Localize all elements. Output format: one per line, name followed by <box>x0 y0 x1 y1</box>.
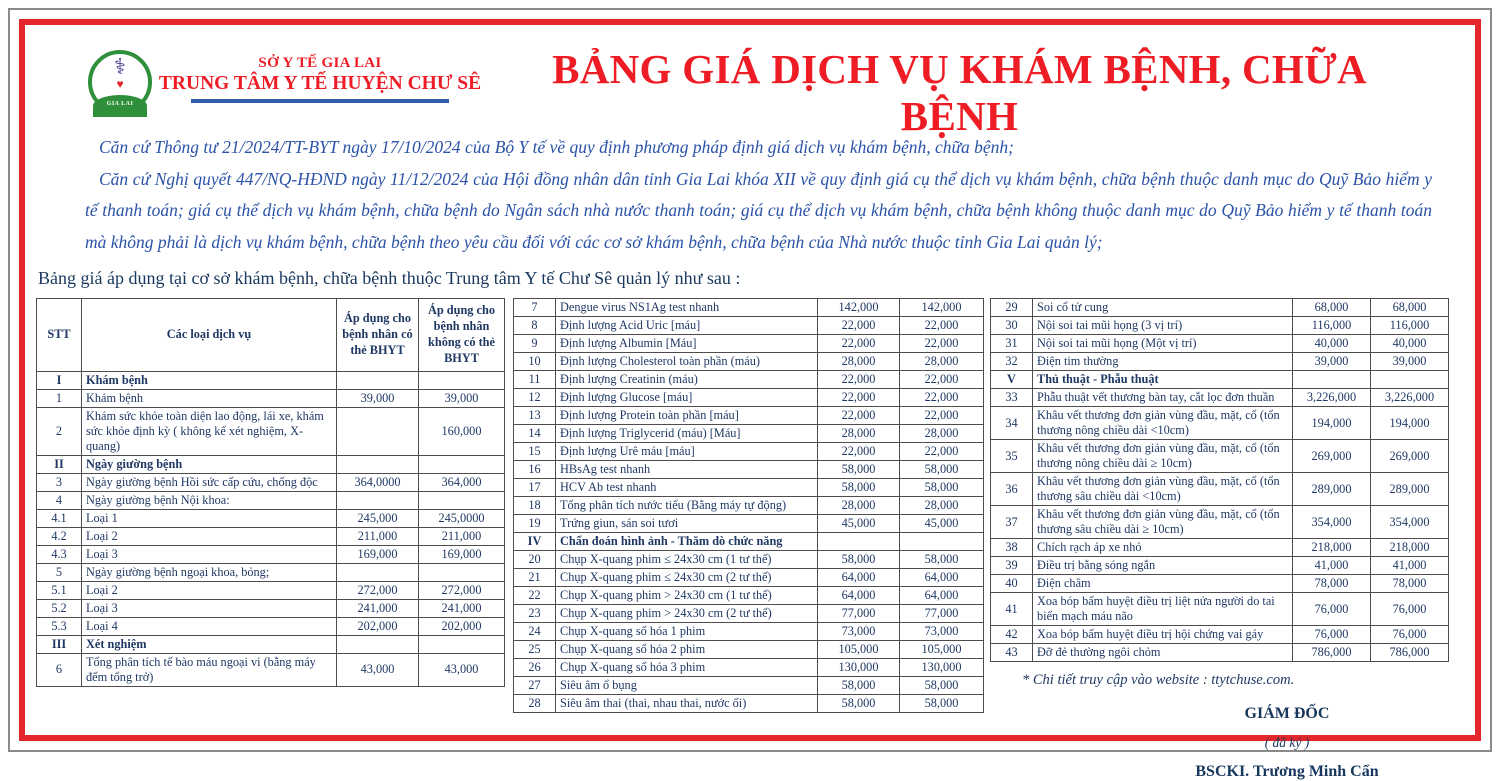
row-number: 10 <box>514 353 556 371</box>
service-row <box>514 479 984 497</box>
price-no-bhyt: 39,000 <box>419 389 505 407</box>
section-row <box>37 371 505 389</box>
price-no-bhyt: 354,000 <box>1371 506 1449 539</box>
service-name: Trứng giun, sán soi tươi <box>556 515 818 533</box>
service-name: Xét nghiệm <box>82 635 337 653</box>
service-name: Nội soi tai mũi họng (Một vị trí) <box>1033 335 1293 353</box>
service-row <box>991 644 1449 662</box>
legal-paragraph: Căn cứ Nghị quyết 447/NQ-HĐND ngày 11/12/2024 của Hội đồng nhân dân tỉnh Gia Lai khóa XII về quy định giá cụ thể dịch vụ khám bệnh, chữa bệnh thuộc danh mục do Quỹ Bảo hiểm y tế thanh toán; giá cụ thể dịch vụ khám bệnh, chữa bệnh do Ngân sách nhà nước thanh toán; giá cụ thể dịch vụ khám bệnh, chữa bệnh không thuộc danh mục do Quỹ Bảo hiểm y tế thanh toán mà không phải là dịch vụ khám bệnh, chữa bệnh theo yêu cầu đối với các cơ sở khám bệnh, chữa bệnh của Nhà nước thuộc tỉnh Gia Lai quản lý; <box>85 168 1432 252</box>
row-number: 39 <box>991 557 1033 575</box>
price-no-bhyt: 76,000 <box>1371 626 1449 644</box>
price-bhyt: 142,000 <box>818 299 900 317</box>
service-name: Điện châm <box>1033 575 1293 593</box>
price-bhyt: 28,000 <box>818 353 900 371</box>
price-no-bhyt: 43,000 <box>419 653 505 686</box>
price-bhyt: 22,000 <box>818 317 900 335</box>
price-no-bhyt: 58,000 <box>900 677 984 695</box>
col-header-no-bhyt: Áp dụng cho bệnh nhân không có thẻ BHYT <box>419 299 505 372</box>
row-number: 11 <box>514 371 556 389</box>
service-name: Ngày giường bệnh <box>82 455 337 473</box>
service-name: Siêu âm thai (thai, nhau thai, nước ối) <box>556 695 818 713</box>
row-number: 18 <box>514 497 556 515</box>
service-row <box>37 509 505 527</box>
row-number: 41 <box>991 593 1033 626</box>
service-name: Loại 3 <box>82 545 337 563</box>
price-bhyt: 116,000 <box>1293 317 1371 335</box>
price-bhyt: 130,000 <box>818 659 900 677</box>
service-name: Loại 1 <box>82 509 337 527</box>
price-table-middle <box>513 298 984 713</box>
price-bhyt: 28,000 <box>818 425 900 443</box>
section-row <box>514 533 984 551</box>
price-bhyt: 68,000 <box>1293 299 1371 317</box>
price-bhyt: 3,226,000 <box>1293 389 1371 407</box>
price-no-bhyt: 364,000 <box>419 473 505 491</box>
service-name: Chụp X-quang số hóa 1 phim <box>556 623 818 641</box>
price-bhyt: 22,000 <box>818 389 900 407</box>
price-bhyt: 64,000 <box>818 587 900 605</box>
price-no-bhyt: 22,000 <box>900 389 984 407</box>
service-name: Định lượng Protein toàn phần [máu] <box>556 407 818 425</box>
price-no-bhyt: 22,000 <box>900 443 984 461</box>
service-name: HCV Ab test nhanh <box>556 479 818 497</box>
row-number: 34 <box>991 407 1033 440</box>
service-name: Loại 3 <box>82 599 337 617</box>
row-number: 2 <box>37 407 82 455</box>
org-name-block <box>150 55 490 103</box>
row-number: 23 <box>514 605 556 623</box>
service-name: Khâu vết thương đơn giản vùng đầu, mặt, cổ (tổn thương sâu chiều dài <10cm) <box>1033 473 1293 506</box>
price-bhyt: 211,000 <box>337 527 419 545</box>
price-bhyt: 194,000 <box>1293 407 1371 440</box>
signature-signed-note: ( đã ký ) <box>1264 735 1310 750</box>
price-no-bhyt: 39,000 <box>1371 353 1449 371</box>
row-number: 30 <box>991 317 1033 335</box>
price-bhyt: 241,000 <box>337 599 419 617</box>
row-number: 16 <box>514 461 556 479</box>
row-number: 43 <box>991 644 1033 662</box>
row-number: 3 <box>37 473 82 491</box>
price-no-bhyt: 160,000 <box>419 407 505 455</box>
row-number: 35 <box>991 440 1033 473</box>
price-bhyt: 58,000 <box>818 695 900 713</box>
center-name: TRUNG TÂM Y TẾ HUYỆN CHƯ SÊ <box>158 73 482 94</box>
signature-block <box>1132 705 1442 781</box>
price-tables <box>36 298 1450 781</box>
service-row <box>991 440 1449 473</box>
table-header-row <box>37 299 505 372</box>
service-row <box>514 353 984 371</box>
service-name: Khám bệnh <box>82 389 337 407</box>
row-number: 28 <box>514 695 556 713</box>
price-no-bhyt: 22,000 <box>900 371 984 389</box>
row-number: 6 <box>37 653 82 686</box>
row-number: 7 <box>514 299 556 317</box>
row-number: 17 <box>514 479 556 497</box>
price-bhyt: 22,000 <box>818 443 900 461</box>
price-no-bhyt: 22,000 <box>900 407 984 425</box>
page-title: BẢNG GIÁ DỊCH VỤ KHÁM BỆNH, CHỮA BỆNH <box>552 46 1367 140</box>
price-no-bhyt: 130,000 <box>900 659 984 677</box>
service-name: Định lượng Glucose [máu] <box>556 389 818 407</box>
price-no-bhyt <box>419 455 505 473</box>
price-no-bhyt <box>419 491 505 509</box>
service-row <box>991 317 1449 335</box>
service-row <box>514 551 984 569</box>
service-row <box>991 626 1449 644</box>
price-no-bhyt: 64,000 <box>900 587 984 605</box>
price-bhyt: 289,000 <box>1293 473 1371 506</box>
department-name: SỞ Y TẾ GIA LAI <box>258 55 382 71</box>
price-no-bhyt: 28,000 <box>900 353 984 371</box>
section-row <box>37 635 505 653</box>
legal-paragraph: Căn cứ Thông tư 21/2024/TT-BYT ngày 17/10/2024 của Bộ Y tế về quy định phương pháp định giá dịch vụ khám bệnh, chữa bệnh; <box>99 137 1014 157</box>
service-row <box>991 557 1449 575</box>
price-no-bhyt: 169,000 <box>419 545 505 563</box>
price-bhyt: 40,000 <box>1293 335 1371 353</box>
service-row <box>514 623 984 641</box>
price-bhyt: 58,000 <box>818 479 900 497</box>
row-number: 9 <box>514 335 556 353</box>
price-no-bhyt: 41,000 <box>1371 557 1449 575</box>
price-bhyt: 43,000 <box>337 653 419 686</box>
row-number: 24 <box>514 623 556 641</box>
service-row <box>991 506 1449 539</box>
service-row <box>991 299 1449 317</box>
row-number: 4 <box>37 491 82 509</box>
price-no-bhyt: 202,000 <box>419 617 505 635</box>
price-no-bhyt: 58,000 <box>900 479 984 497</box>
price-bhyt: 245,000 <box>337 509 419 527</box>
price-bhyt <box>818 533 900 551</box>
price-no-bhyt: 218,000 <box>1371 539 1449 557</box>
service-row <box>514 677 984 695</box>
service-name: Khám bệnh <box>82 371 337 389</box>
price-bhyt <box>337 635 419 653</box>
row-number: 25 <box>514 641 556 659</box>
intro-line: Bảng giá áp dụng tại cơ sở khám bệnh, chữa bệnh thuộc Trung tâm Y tế Chư Sê quản lý như sau : <box>38 268 741 288</box>
footnote: * Chi tiết truy cập vào website : ttytchuse.com. <box>1022 672 1295 688</box>
service-row <box>991 335 1449 353</box>
row-number: II <box>37 455 82 473</box>
service-name: Dengue virus NS1Ag test nhanh <box>556 299 818 317</box>
row-number: 33 <box>991 389 1033 407</box>
service-name: Ngày giường bệnh Nội khoa: <box>82 491 337 509</box>
price-no-bhyt: 3,226,000 <box>1371 389 1449 407</box>
price-bhyt: 169,000 <box>337 545 419 563</box>
price-no-bhyt: 269,000 <box>1371 440 1449 473</box>
price-no-bhyt: 289,000 <box>1371 473 1449 506</box>
service-row <box>514 569 984 587</box>
price-no-bhyt: 58,000 <box>900 551 984 569</box>
price-bhyt: 78,000 <box>1293 575 1371 593</box>
price-bhyt: 39,000 <box>337 389 419 407</box>
col-header-bhyt: Áp dụng cho bệnh nhân có thẻ BHYT <box>337 299 419 372</box>
service-name: Định lượng Urê máu [máu] <box>556 443 818 461</box>
price-bhyt: 272,000 <box>337 581 419 599</box>
service-row <box>37 473 505 491</box>
service-name: Chụp X-quang phim ≤ 24x30 cm (1 tư thế) <box>556 551 818 569</box>
service-row <box>514 461 984 479</box>
service-name: Xoa bóp bấm huyệt điều trị hội chứng vai gáy <box>1033 626 1293 644</box>
row-number: 5.1 <box>37 581 82 599</box>
service-row <box>37 389 505 407</box>
service-name: Siêu âm ổ bụng <box>556 677 818 695</box>
price-no-bhyt <box>419 563 505 581</box>
service-name: Loại 2 <box>82 581 337 599</box>
col-header-stt: STT <box>37 299 82 372</box>
price-no-bhyt: 116,000 <box>1371 317 1449 335</box>
service-name: Đỡ đẻ thường ngôi chỏm <box>1033 644 1293 662</box>
row-number: 8 <box>514 317 556 335</box>
service-row <box>991 593 1449 626</box>
section-row <box>991 371 1449 389</box>
row-number: 21 <box>514 569 556 587</box>
row-number: 4.1 <box>37 509 82 527</box>
price-no-bhyt: 76,000 <box>1371 593 1449 626</box>
price-bhyt: 202,000 <box>337 617 419 635</box>
service-name: Định lượng Triglycerid (máu) [Máu] <box>556 425 818 443</box>
row-number: V <box>991 371 1033 389</box>
row-number: 42 <box>991 626 1033 644</box>
price-no-bhyt: 58,000 <box>900 461 984 479</box>
service-name: Khâu vết thương đơn giản vùng đầu, mặt, cổ (tổn thương nông chiều dài <10cm) <box>1033 407 1293 440</box>
service-row <box>514 497 984 515</box>
price-no-bhyt: 241,000 <box>419 599 505 617</box>
signature-title: GIÁM ĐỐC <box>1244 705 1330 722</box>
service-name: Ngày giường bệnh Hồi sức cấp cứu, chống độc <box>82 473 337 491</box>
price-bhyt <box>337 563 419 581</box>
price-bhyt <box>1293 371 1371 389</box>
price-no-bhyt: 28,000 <box>900 497 984 515</box>
service-row <box>991 389 1449 407</box>
price-bhyt: 218,000 <box>1293 539 1371 557</box>
service-name: Khám sức khỏe toàn diện lao động, lái xe, khám sức khỏe định kỳ ( không kể xét nghiệm, X-quang) <box>82 407 337 455</box>
row-number: 5 <box>37 563 82 581</box>
service-name: Định lượng Creatinin (máu) <box>556 371 818 389</box>
col-header-service: Các loại dịch vụ <box>82 299 337 372</box>
price-no-bhyt: 64,000 <box>900 569 984 587</box>
price-bhyt: 786,000 <box>1293 644 1371 662</box>
service-name: Định lượng Acid Uric [máu] <box>556 317 818 335</box>
service-row <box>514 605 984 623</box>
price-no-bhyt: 105,000 <box>900 641 984 659</box>
row-number: 14 <box>514 425 556 443</box>
service-name: Định lượng Albumin [Máu] <box>556 335 818 353</box>
price-no-bhyt: 73,000 <box>900 623 984 641</box>
price-no-bhyt: 77,000 <box>900 605 984 623</box>
price-no-bhyt: 786,000 <box>1371 644 1449 662</box>
row-number: 1 <box>37 389 82 407</box>
row-number: 38 <box>991 539 1033 557</box>
row-number: 32 <box>991 353 1033 371</box>
service-row <box>514 515 984 533</box>
row-number: 20 <box>514 551 556 569</box>
service-row <box>991 407 1449 440</box>
price-bhyt: 76,000 <box>1293 593 1371 626</box>
service-name: Chụp X-quang số hóa 3 phim <box>556 659 818 677</box>
service-name: Khâu vết thương đơn giản vùng đầu, mặt, cổ (tổn thương sâu chiều dài ≥ 10cm) <box>1033 506 1293 539</box>
price-bhyt <box>337 371 419 389</box>
service-name: Chụp X-quang phim ≤ 24x30 cm (2 tư thế) <box>556 569 818 587</box>
service-row <box>37 581 505 599</box>
price-no-bhyt <box>1371 371 1449 389</box>
price-no-bhyt: 272,000 <box>419 581 505 599</box>
price-no-bhyt: 45,000 <box>900 515 984 533</box>
row-number: 19 <box>514 515 556 533</box>
org-underline <box>191 99 449 103</box>
price-bhyt <box>337 491 419 509</box>
service-row <box>514 371 984 389</box>
price-no-bhyt <box>900 533 984 551</box>
service-row <box>991 353 1449 371</box>
service-row <box>991 575 1449 593</box>
logo-place-label: GIA LAI <box>106 101 134 107</box>
price-bhyt: 58,000 <box>818 461 900 479</box>
org-logo <box>88 50 152 114</box>
price-no-bhyt: 142,000 <box>900 299 984 317</box>
service-name: HBsAg test nhanh <box>556 461 818 479</box>
service-name: Nội soi tai mũi họng (3 vị trí) <box>1033 317 1293 335</box>
price-bhyt: 64,000 <box>818 569 900 587</box>
price-bhyt: 73,000 <box>818 623 900 641</box>
service-name: Loại 2 <box>82 527 337 545</box>
service-row <box>37 407 505 455</box>
signature-name: BSCKI. Trương Minh Cẩn <box>1195 763 1379 780</box>
service-name: Khâu vết thương đơn giản vùng đầu, mặt, cổ (tổn thương nông chiều dài ≥ 10cm) <box>1033 440 1293 473</box>
service-name: Thủ thuật - Phẫu thuật <box>1033 371 1293 389</box>
service-row <box>514 425 984 443</box>
price-bhyt: 22,000 <box>818 407 900 425</box>
row-number: 13 <box>514 407 556 425</box>
service-row <box>37 527 505 545</box>
service-row <box>514 317 984 335</box>
legal-basis <box>85 132 1432 258</box>
price-bhyt: 41,000 <box>1293 557 1371 575</box>
row-number: 4.3 <box>37 545 82 563</box>
price-bhyt: 58,000 <box>818 677 900 695</box>
price-bhyt: 58,000 <box>818 551 900 569</box>
service-name: Chụp X-quang số hóa 2 phim <box>556 641 818 659</box>
service-row <box>514 335 984 353</box>
service-row <box>37 653 505 686</box>
service-row <box>514 389 984 407</box>
price-no-bhyt: 245,0000 <box>419 509 505 527</box>
section-row <box>37 455 505 473</box>
price-bhyt: 76,000 <box>1293 626 1371 644</box>
service-name: Điện tim thường <box>1033 353 1293 371</box>
medical-staff-icon: ⚕ <box>114 54 126 79</box>
price-table-right <box>990 298 1449 662</box>
service-row <box>37 563 505 581</box>
service-row <box>514 407 984 425</box>
price-no-bhyt: 78,000 <box>1371 575 1449 593</box>
row-number: 37 <box>991 506 1033 539</box>
price-bhyt: 39,000 <box>1293 353 1371 371</box>
price-no-bhyt: 22,000 <box>900 335 984 353</box>
price-bhyt: 105,000 <box>818 641 900 659</box>
price-bhyt <box>337 407 419 455</box>
service-name: Phẫu thuật vết thương bàn tay, cắt lọc đơn thuần <box>1033 389 1293 407</box>
row-number: 31 <box>991 335 1033 353</box>
row-number: 40 <box>991 575 1033 593</box>
row-number: 5.2 <box>37 599 82 617</box>
row-number: 15 <box>514 443 556 461</box>
service-row <box>991 473 1449 506</box>
service-row <box>37 617 505 635</box>
price-no-bhyt: 22,000 <box>900 317 984 335</box>
row-number: 4.2 <box>37 527 82 545</box>
service-name: Xoa bóp bấm huyệt điều trị liệt nửa người do tai biến mạch máu não <box>1033 593 1293 626</box>
price-bhyt: 45,000 <box>818 515 900 533</box>
row-number: III <box>37 635 82 653</box>
price-table-left <box>36 298 505 687</box>
price-no-bhyt: 40,000 <box>1371 335 1449 353</box>
row-number: 12 <box>514 389 556 407</box>
service-row <box>37 545 505 563</box>
price-no-bhyt: 211,000 <box>419 527 505 545</box>
table-header <box>37 299 505 372</box>
service-name: Soi cổ tử cung <box>1033 299 1293 317</box>
right-column <box>990 298 1450 781</box>
service-row <box>514 641 984 659</box>
row-number: 36 <box>991 473 1033 506</box>
row-number: 26 <box>514 659 556 677</box>
row-number: IV <box>514 533 556 551</box>
row-number: I <box>37 371 82 389</box>
price-bhyt: 269,000 <box>1293 440 1371 473</box>
service-name: Chẩn đoán hình ảnh - Thăm dò chức năng <box>556 533 818 551</box>
service-row <box>514 587 984 605</box>
service-name: Định lượng Cholesterol toàn phần (máu) <box>556 353 818 371</box>
row-number: 29 <box>991 299 1033 317</box>
service-row <box>37 599 505 617</box>
row-number: 22 <box>514 587 556 605</box>
service-name: Điều trị bằng sóng ngắn <box>1033 557 1293 575</box>
price-bhyt: 28,000 <box>818 497 900 515</box>
service-name: Chích rạch áp xe nhỏ <box>1033 539 1293 557</box>
service-name: Chụp X-quang phim > 24x30 cm (2 tư thế) <box>556 605 818 623</box>
price-bhyt: 364,0000 <box>337 473 419 491</box>
service-name: Loại 4 <box>82 617 337 635</box>
price-no-bhyt <box>419 635 505 653</box>
service-name: Ngày giường bệnh ngoại khoa, bỏng; <box>82 563 337 581</box>
price-no-bhyt: 28,000 <box>900 425 984 443</box>
price-bhyt: 22,000 <box>818 335 900 353</box>
service-row <box>514 443 984 461</box>
service-name: Tổng phân tích tế bào máu ngoại vi (bằng máy đếm tổng trở) <box>82 653 337 686</box>
service-name: Tổng phân tích nước tiểu (Bằng máy tự động) <box>556 497 818 515</box>
price-bhyt: 22,000 <box>818 371 900 389</box>
price-no-bhyt: 194,000 <box>1371 407 1449 440</box>
service-name: Chụp X-quang phim > 24x30 cm (1 tư thế) <box>556 587 818 605</box>
heart-icon: ♥ <box>116 77 124 91</box>
service-row <box>37 491 505 509</box>
price-no-bhyt <box>419 371 505 389</box>
service-row <box>514 659 984 677</box>
service-row <box>991 539 1449 557</box>
price-no-bhyt: 58,000 <box>900 695 984 713</box>
service-row <box>514 299 984 317</box>
price-no-bhyt: 68,000 <box>1371 299 1449 317</box>
row-number: 5.3 <box>37 617 82 635</box>
price-bhyt: 77,000 <box>818 605 900 623</box>
price-bhyt: 354,000 <box>1293 506 1371 539</box>
row-number: 27 <box>514 677 556 695</box>
price-bhyt <box>337 455 419 473</box>
service-row <box>514 695 984 713</box>
